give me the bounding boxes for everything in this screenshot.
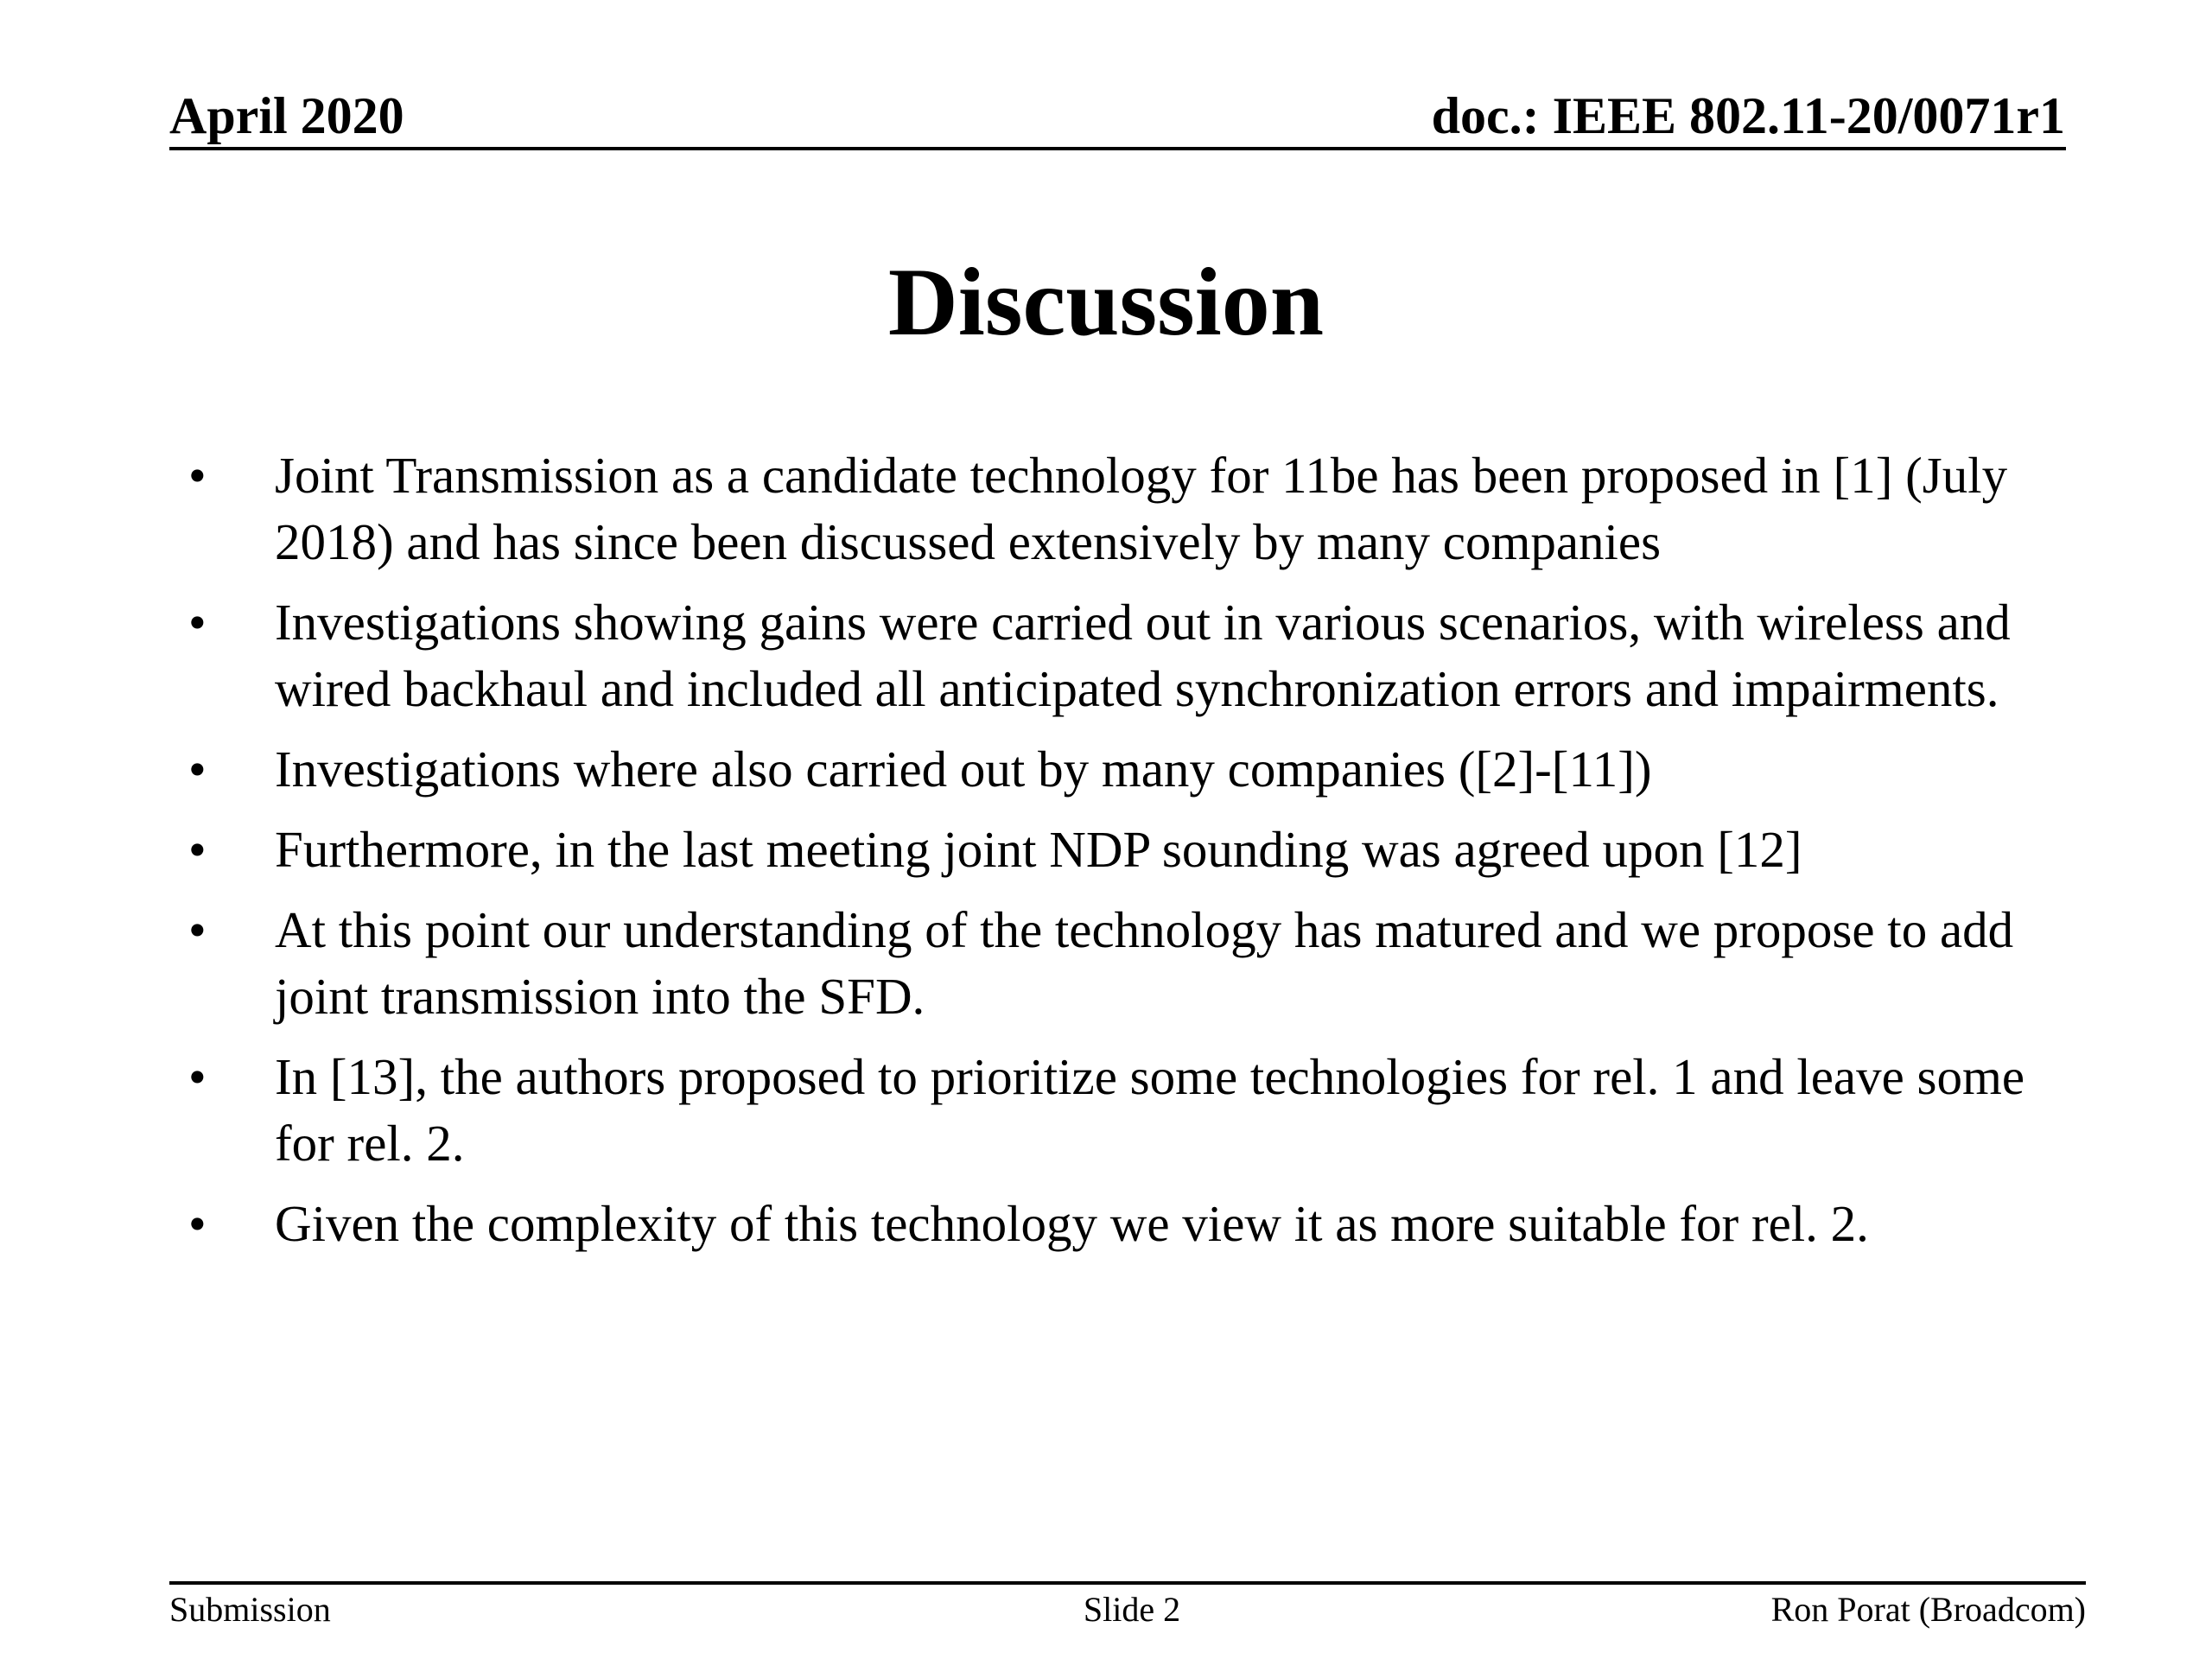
bullet-dot-icon: • (188, 594, 207, 651)
slide-title: Discussion (887, 249, 1325, 356)
bullet-list (169, 442, 2079, 1271)
bullet-dot-icon: • (188, 1195, 207, 1252)
footer-submission: Submission (169, 1590, 331, 1629)
bullet-text: In [13], the authors proposed to prioritize some technologies for rel. 1 and leave some for rel. 2. (275, 1048, 2025, 1172)
bullet-dot-icon: • (188, 447, 207, 504)
bullet-item (169, 817, 2079, 883)
bullet-dot-icon: • (188, 741, 207, 798)
bullet-item (169, 1191, 2079, 1257)
bullet-dot-icon: • (188, 901, 207, 958)
bullet-text: At this point our understanding of the technology has matured and we propose to add joint transmission into the SFD. (275, 901, 2014, 1025)
bullet-text: Given the complexity of this technology we view it as more suitable for rel. 2. (275, 1195, 1869, 1252)
bullet-text: Furthermore, in the last meeting joint NDP sounding was agreed upon [12] (275, 821, 1802, 878)
footer-slide-number: Slide 2 (1083, 1590, 1181, 1629)
bullet-item (169, 589, 2079, 722)
header-doc-id: doc.: IEEE 802.11-20/0071r1 (1431, 87, 2065, 144)
bullet-item (169, 736, 2079, 803)
bullet-text: Joint Transmission as a candidate technology for 11be has been proposed in [1] (July 2018) and has since been discussed extensively by many companies (275, 447, 2008, 570)
bullet-dot-icon: • (188, 1048, 207, 1105)
footer-divider (169, 1581, 2086, 1585)
bullet-text: Investigations showing gains were carried out in various scenarios, with wireless and wired backhaul and included all anticipated synchronization errors and impairments. (275, 594, 2011, 717)
bullet-text: Investigations where also carried out by many companies ([2]-[11]) (275, 741, 1652, 798)
bullet-dot-icon: • (188, 821, 207, 878)
bullet-item (169, 897, 2079, 1030)
header-divider (169, 147, 2066, 150)
bullet-item (169, 1044, 2079, 1177)
header-date: April 2020 (169, 87, 404, 144)
bullet-item (169, 442, 2079, 575)
footer-author: Ron Porat (Broadcom) (1770, 1590, 2086, 1629)
